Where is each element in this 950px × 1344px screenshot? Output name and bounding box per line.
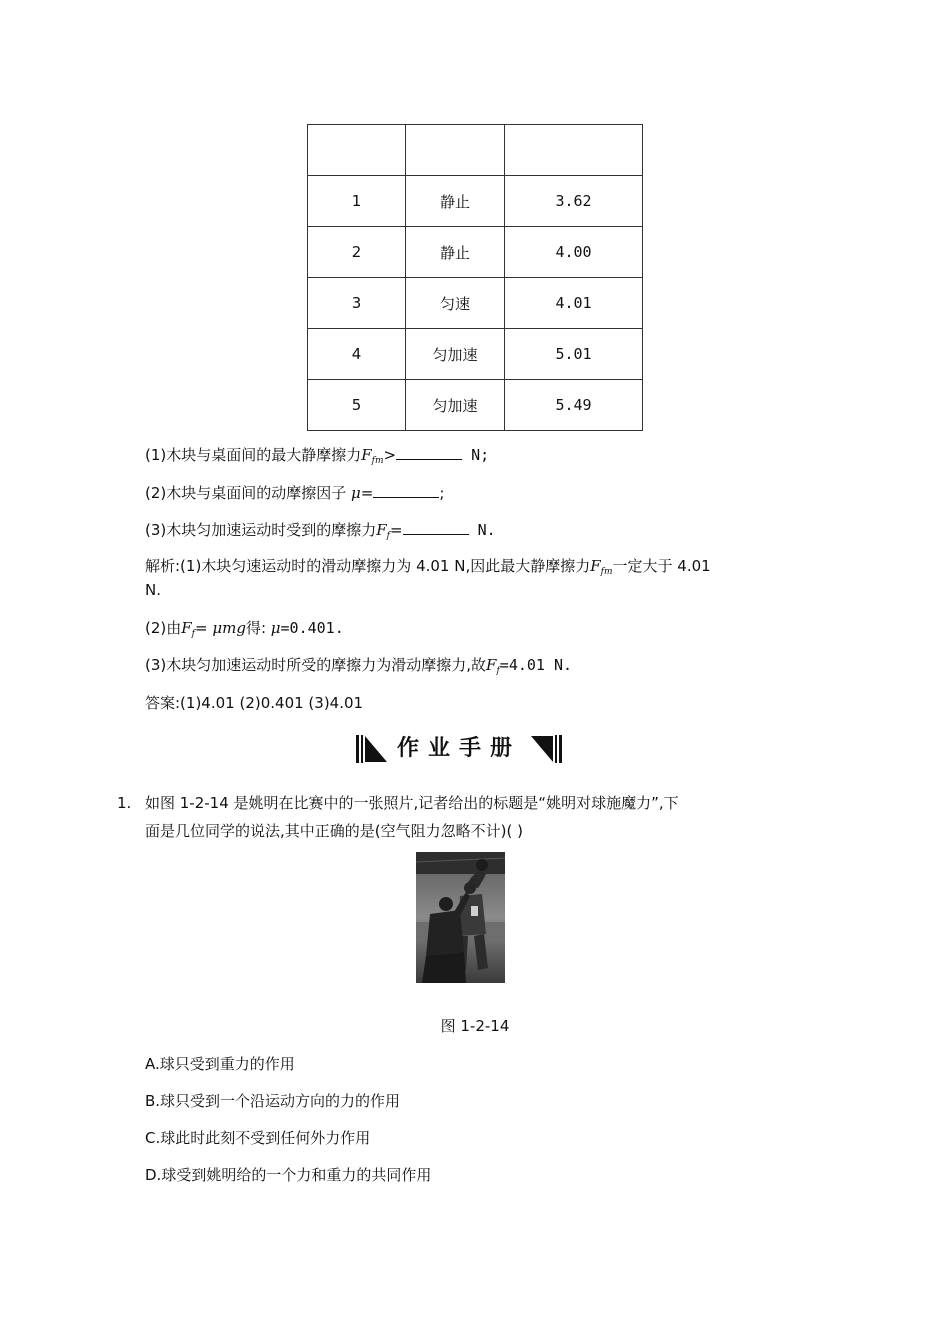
header-cell [406, 125, 505, 176]
trial-cell: 1 [308, 176, 406, 227]
problem-1-line1: 如图 1-2-14 是姚明在比赛中的一张照片,记者给出的标题是“姚明对球施魔力”,下 [145, 794, 679, 812]
table-row [308, 227, 643, 278]
table-row [308, 278, 643, 329]
table-row [308, 329, 643, 380]
question-1: (1)木块与桌面间的最大静摩擦力$F_{fm}> N$; [145, 443, 489, 471]
answer-blank[interactable] [403, 518, 469, 535]
problem-1-line2: 面是几位同学的说法,其中正确的是(空气阻力忽略不计)( ) [145, 822, 523, 840]
reading-cell: 5.49 [505, 380, 643, 431]
solution-1: 解析:(1)木块匀速运动时的滑动摩擦力为 4.01 N,因此最大静摩擦力$F_{fm}$一定大于 4.01 [145, 557, 711, 577]
option-a: A.球只受到重力的作用 [145, 1055, 295, 1073]
reading-cell: 4.01 [505, 278, 643, 329]
solution-3: (3)木块匀加速运动时所受的摩擦力为滑动摩擦力,故$F_f=4.01$ N. [145, 656, 573, 676]
state-cell: 静止 [406, 227, 505, 278]
reading-cell: 3.62 [505, 176, 643, 227]
state-cell: 匀加速 [406, 329, 505, 380]
table-row [308, 176, 643, 227]
solution-2: (2)由$F_f= \mu mg$得: μ=0.401. [145, 619, 344, 639]
banner-title: 作业手册 [396, 736, 521, 761]
option-b: B.球只受到一个沿运动方向的力的作用 [145, 1092, 401, 1110]
trial-cell: 2 [308, 227, 406, 278]
question-2: (2)木块与桌面间的动摩擦因子 μ= ; [145, 481, 444, 503]
banner-left-ornament [354, 733, 388, 765]
trial-cell: 5 [308, 380, 406, 431]
trial-cell: 4 [308, 329, 406, 380]
figure-caption: 图 1-2-14 [440, 1017, 510, 1035]
option-c: C.球此时此刻不受到任何外力作用 [145, 1129, 371, 1147]
answer-line: 答案:(1)4.01 (2)0.401 (3)4.01 [145, 694, 364, 712]
basketball-photo [416, 852, 505, 983]
trial-cell: 3 [308, 278, 406, 329]
answer-blank[interactable] [396, 443, 462, 460]
problem-1-number: 1. [117, 794, 132, 812]
state-cell: 静止 [406, 176, 505, 227]
header-cell [505, 125, 643, 176]
table-row [308, 380, 643, 431]
reading-cell: 4.00 [505, 227, 643, 278]
solution-1-cont: N. [145, 581, 161, 599]
question-3: (3)木块匀加速运动时受到的摩擦力$F_f= N$. [145, 518, 496, 546]
reading-cell: 5.01 [505, 329, 643, 380]
banner-right-ornament [530, 733, 564, 765]
header-cell [308, 125, 406, 176]
section-banner [354, 733, 564, 765]
state-cell: 匀速 [406, 278, 505, 329]
option-d: D.球受到姚明给的一个力和重力的共同作用 [145, 1166, 432, 1184]
answer-blank[interactable] [373, 481, 439, 498]
table-header-row [308, 125, 643, 176]
state-cell: 匀加速 [406, 380, 505, 431]
data-table [307, 124, 643, 431]
